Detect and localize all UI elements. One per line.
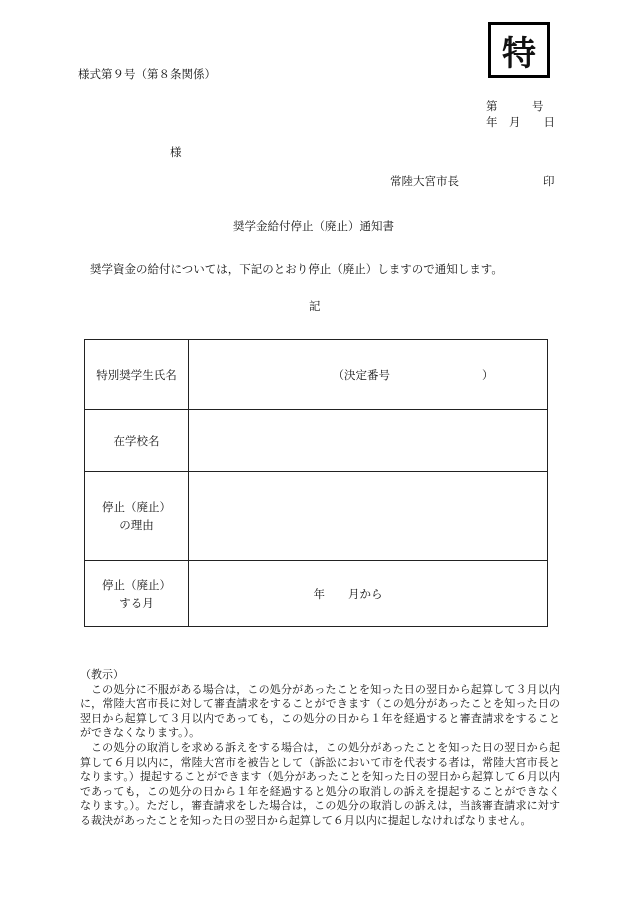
value-decision-number: [189, 340, 548, 410]
instruction-notes: [80, 668, 560, 829]
addressee-suffix: 様: [170, 145, 182, 159]
value-school-name: [189, 410, 548, 472]
decision-number-text: （決定番号 ）: [332, 367, 494, 382]
table-row-name: [85, 340, 548, 410]
notes-heading: （教示）: [80, 668, 124, 681]
seal-mark: 印: [543, 174, 555, 188]
form-table: [84, 339, 548, 627]
special-stamp: 特: [488, 22, 550, 78]
form-number: 様式第９号（第８条関係）: [78, 67, 216, 81]
label-school-name-text: 在学校名: [113, 433, 160, 448]
document-title: 奨学金給付停止（廃止）通知書: [233, 219, 394, 233]
table-row-school: [85, 410, 548, 472]
table-row-month: [85, 561, 548, 627]
label-stop-reason: [85, 472, 189, 561]
sender-name: 常陸大宮市長: [390, 174, 459, 188]
document-number-label: 第 号: [486, 99, 544, 113]
body-text: 奨学資金の給付については，下記のとおり停止（廃止）しますので通知します。: [90, 262, 503, 276]
table-row-reason: [85, 472, 548, 561]
date-label: 年 月 日: [486, 115, 555, 129]
label-stop-month-line1: 停止（廃止）: [102, 577, 171, 592]
label-school-name: [85, 410, 189, 472]
label-stop-month: [85, 561, 189, 627]
label-stop-reason-line1: 停止（廃止）: [102, 500, 171, 514]
notes-paragraph-2: この処分の取消しを求める訴えをする場合は，この処分があったことを知った日の翌日から起算して６月以内に，常陸大宮市を被告として（訴訟において市を代表する者は，常陸大宮市長となります。）提起することができます（処分があったことを知った日の翌日から起算して６月以内であっても，この処分の日から１年を経過すると処分の取消しの訴えを提起することができなくなります。）。ただし，審査請求をした場合は，この処分の取消しの訴えは，当該審査請求に対する裁決があったことを知った日の翌日から起算して６月以内に提起しなければなりません。: [80, 740, 560, 827]
stop-month-text: 年 月から: [313, 586, 383, 601]
label-student-name: [85, 340, 189, 410]
ki-heading: 記: [309, 299, 321, 313]
label-stop-reason-line2: の理由: [119, 518, 154, 532]
value-stop-reason: [189, 472, 548, 561]
notes-paragraph-1: この処分に不服がある場合は，この処分があったことを知った日の翌日から起算して３月以内に，常陸大宮市長に対して審査請求をすることができます（この処分があったことを知った日の翌日から起算して３月以内であっても，この処分の日から１年を経過すると審査請求をすることができなくなります。）。: [80, 682, 560, 740]
label-stop-month-line2: する月: [119, 595, 154, 610]
value-stop-month: [189, 561, 548, 627]
label-student-name-text: 特別奨学生氏名: [96, 367, 177, 382]
